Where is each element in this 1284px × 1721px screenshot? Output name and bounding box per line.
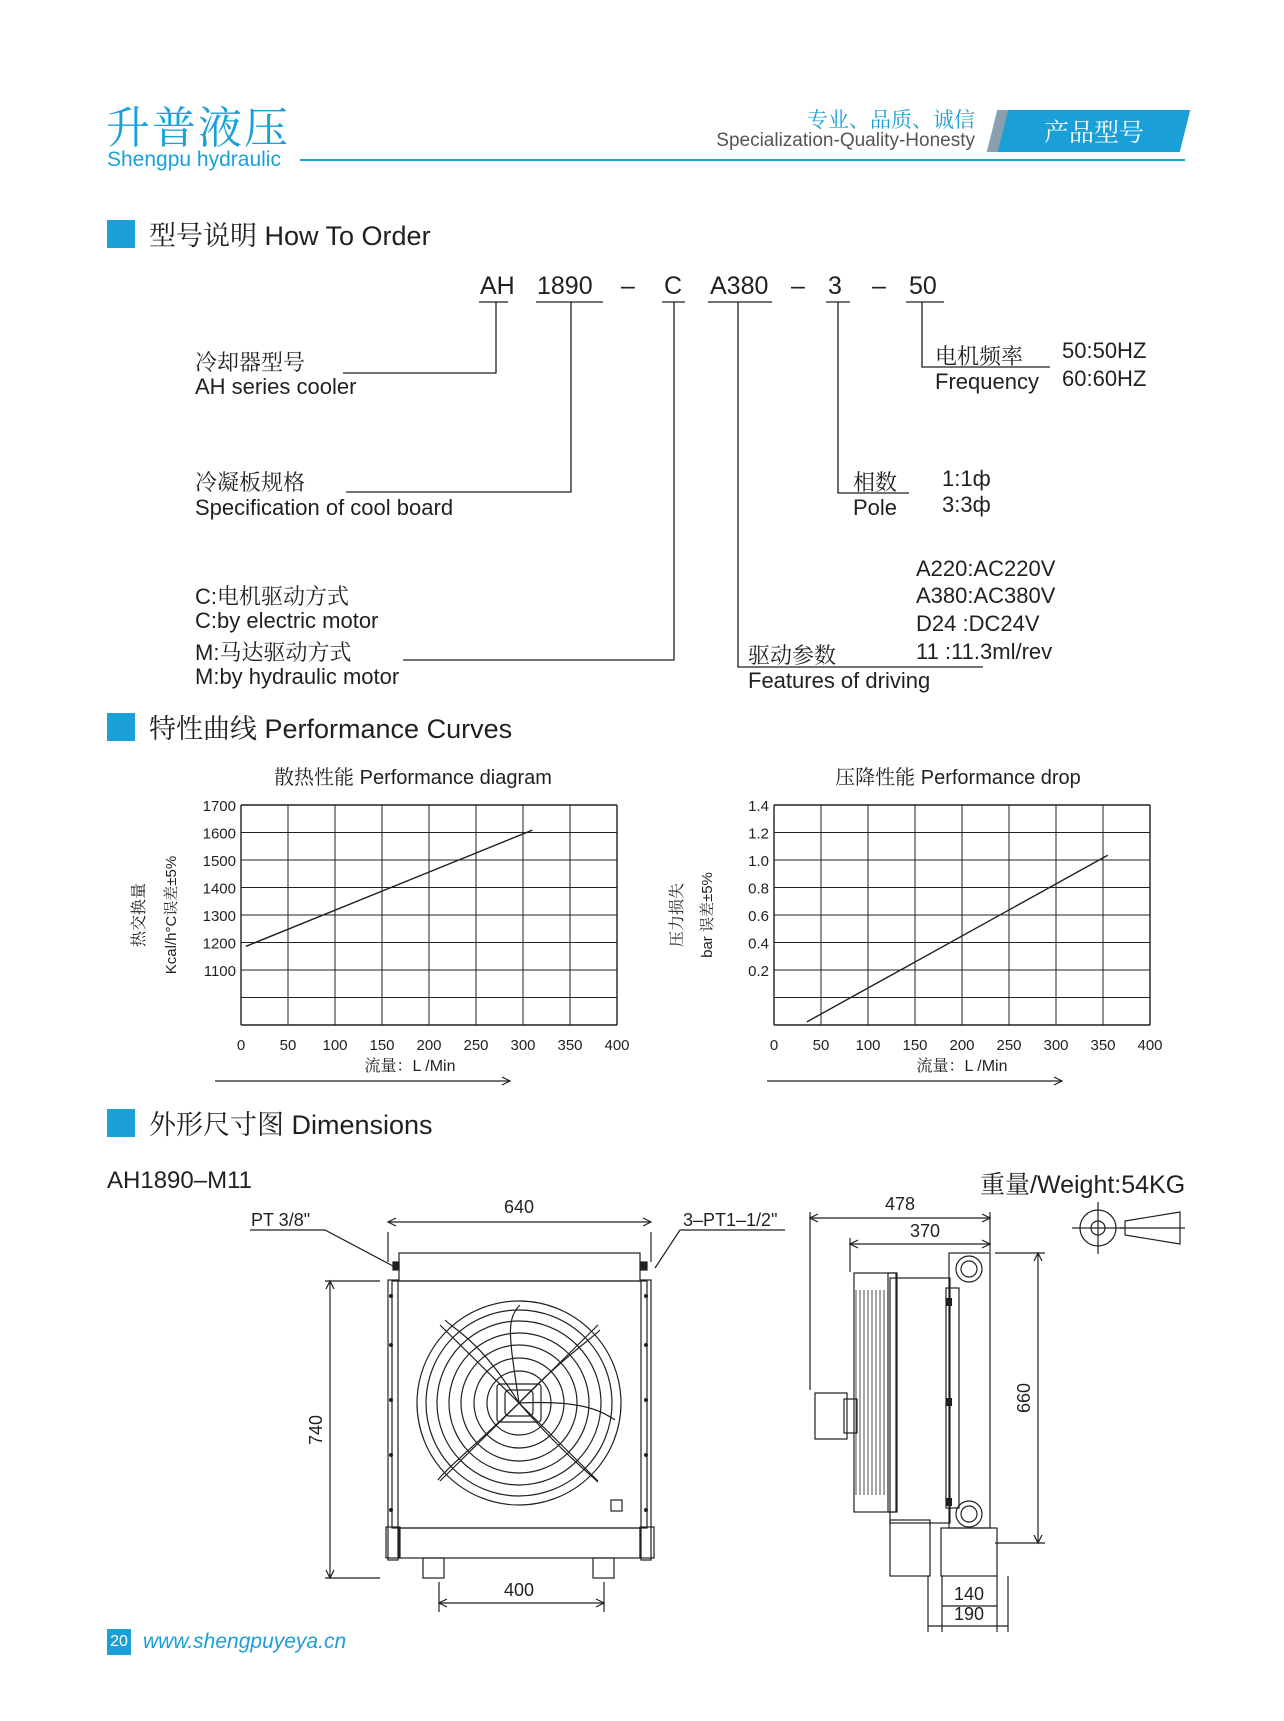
y-tick-label: 1600 bbox=[202, 825, 236, 843]
dim-side-base-outer: 190 bbox=[953, 1604, 985, 1624]
board-spec-en: Specification of cool board bbox=[195, 495, 454, 520]
dim-front-base: 400 bbox=[503, 1580, 535, 1600]
x-tick-label: 200 bbox=[416, 1037, 442, 1054]
code-part-param: A380 bbox=[710, 272, 769, 300]
y-tick-label: 1400 bbox=[202, 880, 236, 898]
dim-port-large: 3–PT1–1/2" bbox=[683, 1210, 778, 1230]
model-number: AH1890–M11 bbox=[107, 1167, 252, 1194]
x-tick-label: 150 bbox=[369, 1037, 395, 1054]
x-tick-label: 50 bbox=[279, 1037, 297, 1054]
pole-value-1: 1:1ф bbox=[942, 466, 991, 491]
param-value-1: A220:AC220V bbox=[916, 556, 1056, 581]
frequency-value-2: 60:60HZ bbox=[1062, 366, 1147, 391]
brand-name-cn: 升普液压 bbox=[106, 104, 290, 153]
y-axis-unit: bar 误差±5% bbox=[699, 872, 716, 958]
x-axis-label: 流量：L /Min bbox=[916, 1058, 1008, 1075]
y-tick-label: 1.4 bbox=[748, 798, 769, 815]
code-part-freq: 50 bbox=[909, 272, 937, 300]
x-tick-label: 150 bbox=[902, 1037, 928, 1054]
code-part-board: 1890 bbox=[537, 272, 593, 300]
y-tick-label: 1300 bbox=[202, 908, 236, 925]
front-view-drawing bbox=[250, 1218, 785, 1612]
x-tick-label: 0 bbox=[769, 1037, 779, 1054]
dim-front-height: 740 bbox=[306, 1414, 326, 1446]
pole-en: Pole bbox=[853, 495, 898, 520]
y-tick-label: 0.8 bbox=[748, 880, 769, 898]
x-tick-label: 300 bbox=[510, 1037, 536, 1054]
dim-side-base-inner: 140 bbox=[953, 1584, 985, 1604]
code-dash-1: – bbox=[621, 272, 635, 300]
y-tick-label: 0.6 bbox=[748, 908, 769, 925]
x-tick-label: 250 bbox=[996, 1037, 1022, 1054]
page-number: 20 bbox=[107, 1629, 131, 1655]
code-dash-3: – bbox=[872, 272, 886, 300]
weight-label: 重量/Weight:54KG bbox=[980, 1171, 1186, 1199]
drive-line-3: M:马达驱动方式 bbox=[195, 640, 352, 665]
param-cn: 驱动参数 bbox=[748, 643, 837, 668]
code-part-ah: AH bbox=[480, 272, 515, 300]
param-value-4: 11 :11.3ml/rev bbox=[916, 639, 1053, 664]
footer-url: www.shengpuyeya.cn bbox=[143, 1630, 347, 1653]
y-axis-unit: Kcal/h°C误差±5% bbox=[163, 855, 180, 975]
x-tick-label: 100 bbox=[322, 1037, 348, 1054]
side-view-drawing bbox=[810, 1212, 1045, 1632]
dim-side-depth-total: 478 bbox=[884, 1194, 916, 1214]
frequency-cn: 电机频率 bbox=[935, 344, 1024, 369]
order-heading-text: 型号说明 How To Order bbox=[149, 221, 431, 251]
pole-cn: 相数 bbox=[853, 470, 898, 495]
chart-title: 压降性能 Performance drop bbox=[835, 767, 1081, 789]
slogan-en: Specialization-Quality-Honesty bbox=[716, 130, 975, 151]
x-tick-label: 400 bbox=[604, 1037, 630, 1054]
y-tick-label: 1.0 bbox=[748, 853, 769, 870]
slogan-cn: 专业、品质、诚信 bbox=[807, 109, 975, 132]
x-tick-label: 350 bbox=[1090, 1037, 1116, 1054]
curves-heading-text: 特性曲线 Performance Curves bbox=[149, 714, 513, 744]
drive-line-2: C:by electric motor bbox=[195, 608, 379, 633]
drive-line-1: C:电机驱动方式 bbox=[195, 584, 350, 609]
code-part-drive: C bbox=[664, 272, 683, 300]
x-axis-label: 流量：L /Min bbox=[364, 1058, 456, 1075]
x-tick-label: 350 bbox=[557, 1037, 583, 1054]
frequency-value-1: 50:50HZ bbox=[1062, 338, 1147, 363]
y-tick-label: 1700 bbox=[202, 798, 236, 815]
dim-side-height: 660 bbox=[1014, 1382, 1034, 1414]
code-part-pole: 3 bbox=[828, 272, 842, 300]
y-axis-label: 热交换量 bbox=[131, 882, 148, 948]
drive-line-4: M:by hydraulic motor bbox=[195, 664, 400, 689]
y-tick-label: 0.2 bbox=[748, 963, 769, 980]
dim-side-depth-core: 370 bbox=[909, 1221, 941, 1241]
x-tick-label: 50 bbox=[812, 1037, 830, 1054]
x-tick-label: 250 bbox=[463, 1037, 489, 1054]
brand-name-en: Shengpu hydraulic bbox=[107, 148, 281, 171]
projection-symbol-icon bbox=[1072, 1202, 1185, 1254]
y-tick-label: 1100 bbox=[203, 963, 236, 980]
param-value-2: A380:AC380V bbox=[916, 583, 1056, 608]
board-spec-cn: 冷凝板规格 bbox=[195, 470, 306, 495]
x-tick-label: 0 bbox=[236, 1037, 246, 1054]
x-tick-label: 400 bbox=[1137, 1037, 1163, 1054]
cooler-type-en: AH series cooler bbox=[195, 374, 357, 399]
pole-value-2: 3:3ф bbox=[942, 492, 991, 517]
param-en: Features of driving bbox=[748, 668, 931, 693]
y-tick-label: 0.4 bbox=[748, 935, 769, 953]
y-tick-label: 1200 bbox=[202, 935, 236, 953]
y-tick-label: 1500 bbox=[202, 853, 236, 870]
x-tick-label: 200 bbox=[949, 1037, 975, 1054]
param-value-3: D24 :DC24V bbox=[916, 611, 1040, 636]
x-tick-label: 300 bbox=[1043, 1037, 1069, 1054]
section-tag-label: 产品型号 bbox=[1043, 119, 1144, 147]
frequency-en: Frequency bbox=[935, 369, 1039, 394]
y-axis-label: 压力损失 bbox=[669, 882, 686, 948]
dim-front-width: 640 bbox=[503, 1197, 535, 1217]
chart-title: 散热性能 Performance diagram bbox=[274, 767, 552, 789]
cooler-type-cn: 冷却器型号 bbox=[195, 350, 306, 375]
code-dash-2: – bbox=[791, 272, 805, 300]
x-tick-label: 100 bbox=[855, 1037, 881, 1054]
dim-port-small: PT 3/8" bbox=[251, 1210, 311, 1230]
dimensions-heading-text: 外形尺寸图 Dimensions bbox=[149, 1110, 433, 1140]
y-tick-label: 1.2 bbox=[748, 825, 769, 843]
